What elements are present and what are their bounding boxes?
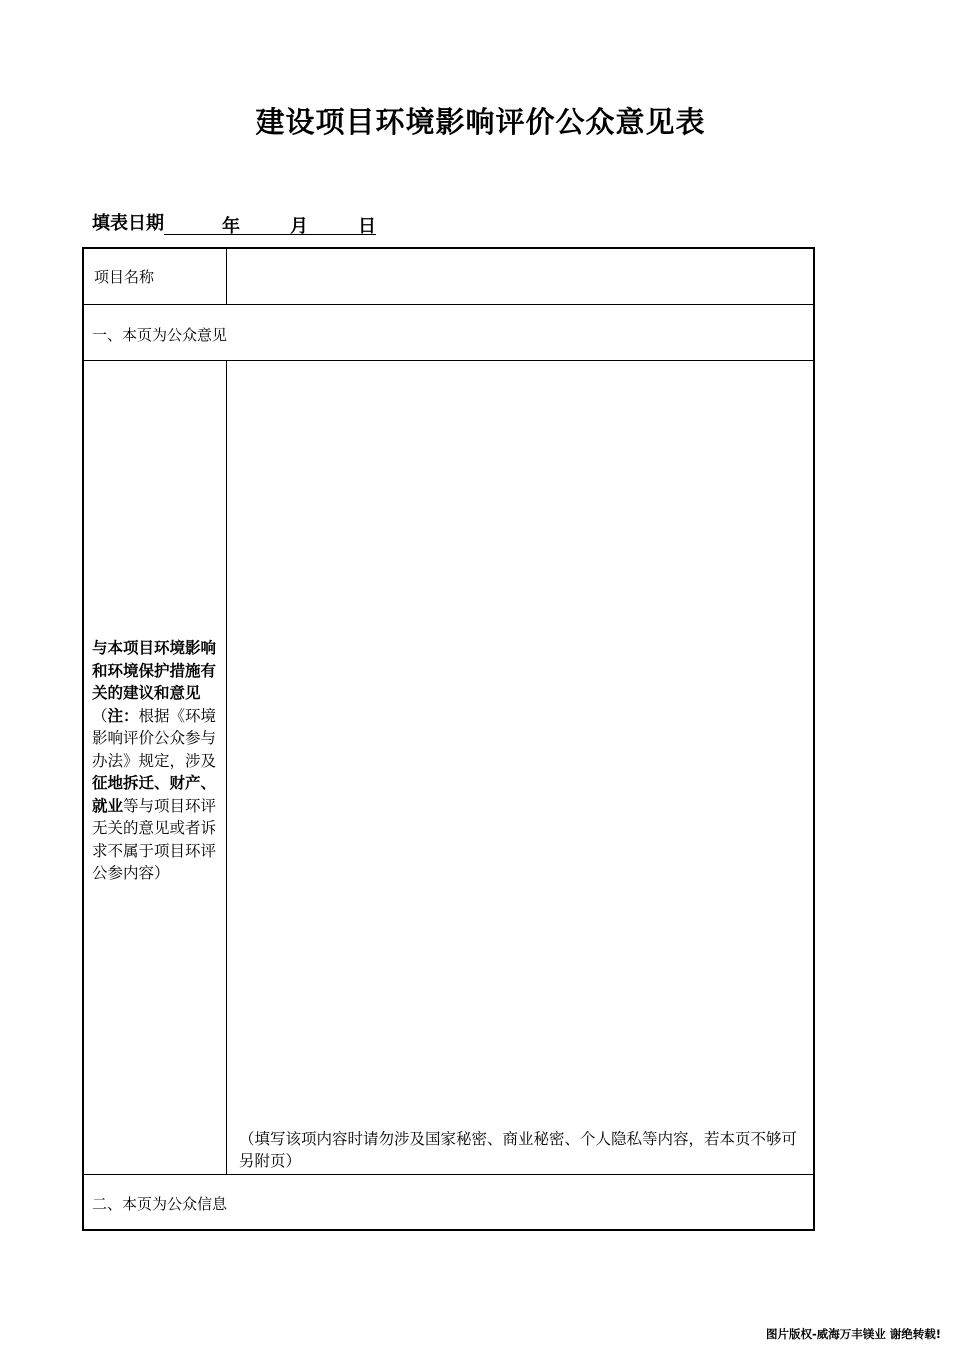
opinion-label-bold: 与本项目环境影响和环境保护措施有关的建议和意见 — [92, 639, 217, 702]
date-month-unit: 月 — [290, 212, 308, 235]
date-month-blank[interactable] — [240, 212, 290, 235]
date-day-blank[interactable] — [308, 212, 358, 235]
date-year-unit: 年 — [222, 212, 240, 235]
opinion-note-bold-2: 征地拆迁、财产、就业 — [92, 774, 217, 815]
opinion-form-table — [82, 247, 815, 1231]
section1-header: 一、本页为公众意见 — [92, 326, 228, 344]
opinion-note-bold: 注： — [107, 706, 139, 725]
fill-date-line — [92, 209, 376, 235]
section2-header-row — [84, 1175, 813, 1229]
project-name-field[interactable] — [227, 249, 813, 304]
opinion-note-text-1: 根据《环境影响评价公众参与办法》规定，涉及 — [92, 706, 217, 770]
opinion-label — [92, 637, 220, 885]
opinion-input-area[interactable] — [233, 367, 807, 1114]
section2-header: 二、本页为公众信息 — [92, 1195, 228, 1213]
project-name-label: 项目名称 — [94, 268, 155, 286]
opinion-value-cell — [227, 361, 813, 1174]
section1-header-row — [84, 305, 813, 361]
opinion-label-cell — [84, 361, 227, 1174]
project-name-row — [84, 249, 813, 305]
opinion-note-text-2: 等与项目环评无关的意见或者诉求不属于项目环评公参内容） — [92, 796, 217, 882]
page-title: 建设项目环境影响评价公众意见表 — [255, 105, 706, 139]
opinion-note-prefix: （ — [92, 706, 108, 725]
date-year-blank[interactable] — [164, 212, 222, 235]
project-name-label-cell — [84, 249, 227, 304]
opinion-fill-note: （填写该项内容时请勿涉及国家秘密、商业秘密、个人隐私等内容，若本页不够可另附页） — [239, 1130, 798, 1170]
date-day-unit: 日 — [358, 212, 376, 235]
copyright-watermark: 图片版权-威海万丰镁业 谢绝转载! — [765, 1327, 941, 1341]
opinion-row — [84, 361, 813, 1175]
fill-date-label: 填表日期 — [92, 213, 164, 234]
